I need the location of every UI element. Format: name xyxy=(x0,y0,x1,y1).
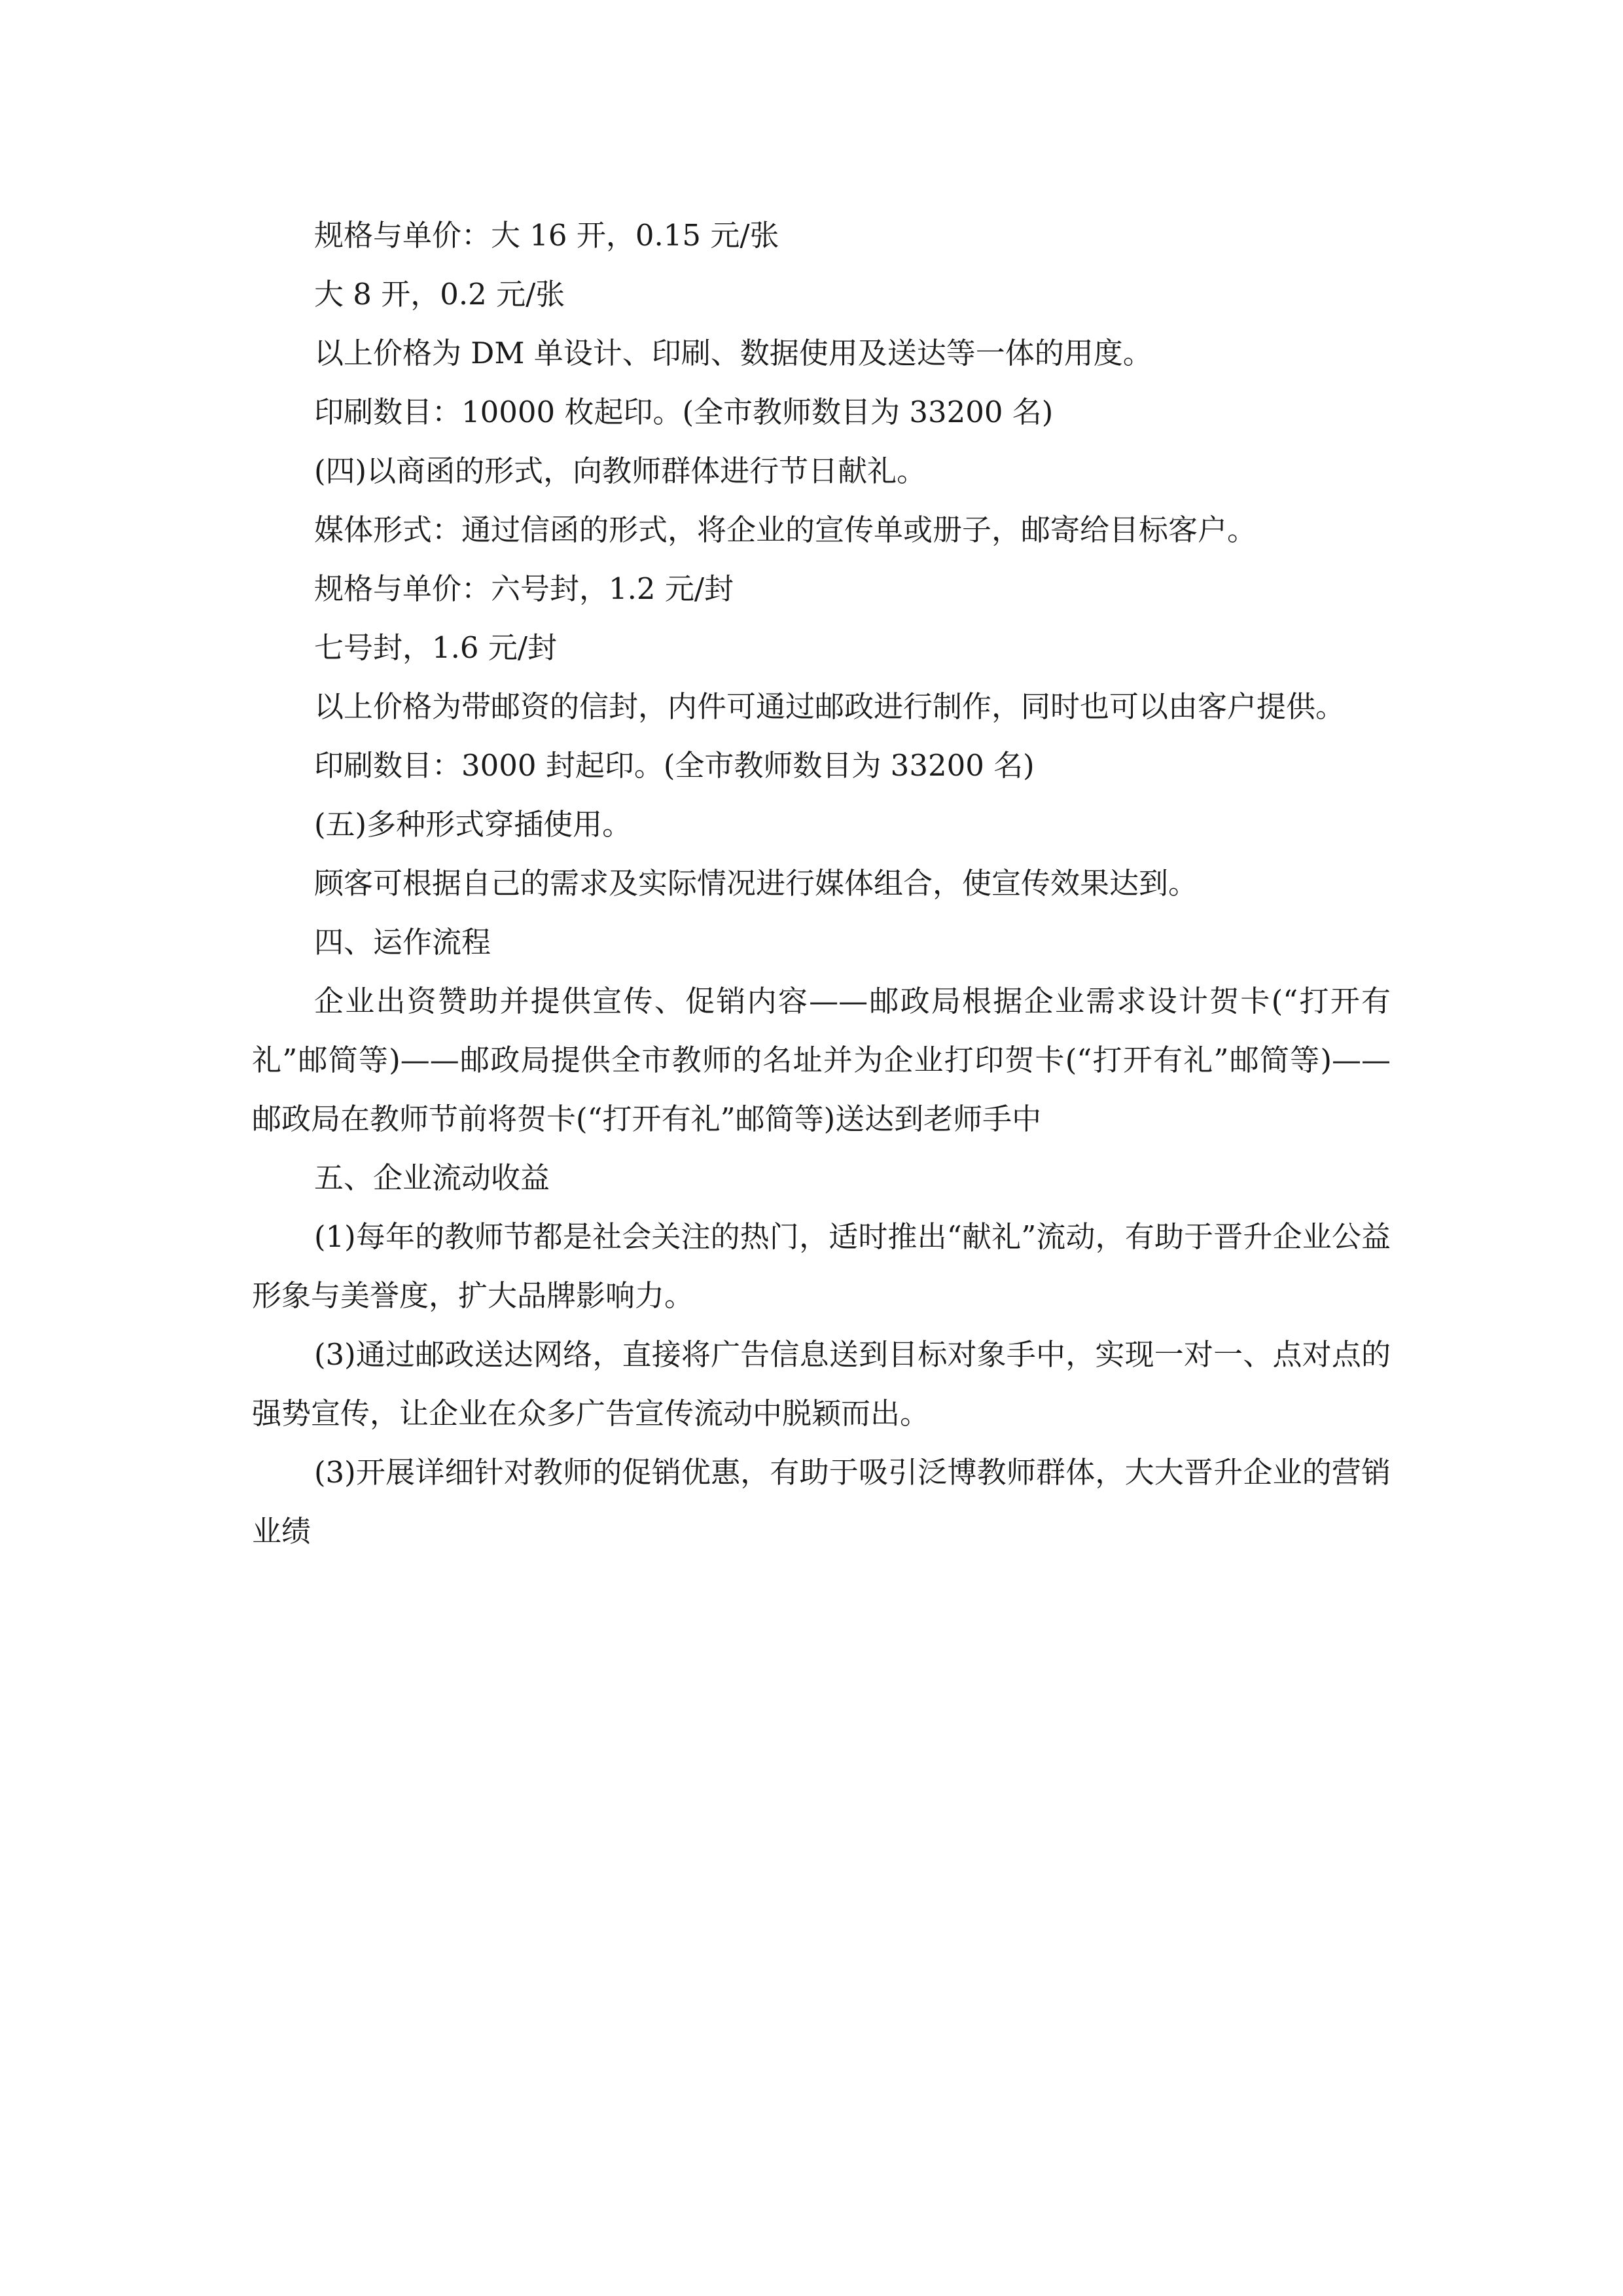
paragraph: 媒体形式：通过信函的形式，将企业的宣传单或册子，邮寄给目标客户。 xyxy=(314,512,1257,547)
paragraph: 规格与单价：六号封，1.2 元/封 xyxy=(314,571,734,606)
section-subheading: (四)以商函的形式，向教师群体进行节日献礼。 xyxy=(314,454,927,488)
section-subheading: (五)多种形式穿插使用。 xyxy=(314,807,632,842)
paragraph: 企业出资赞助并提供宣传、促销内容——邮政局根据企业需求设计贺卡(“打开有礼”邮简等)——邮政局提供全市教师的名址并为企业打印贺卡(“打开有礼”邮简等)——邮政局在教师节前将贺卡(“打开有礼”邮简等)送达到老师手中 xyxy=(252,984,1391,1136)
paragraph: (3)通过邮政送达网络，直接将广告信息送到目标对象手中，实现一对一、点对点的强势宣传，让企业在众多广告宣传流动中脱颖而出。 xyxy=(252,1337,1391,1431)
paragraph: 印刷数目：3000 封起印。(全市教师数目为 33200 名) xyxy=(314,748,1035,783)
document-body xyxy=(252,206,1391,1561)
paragraph: 大 8 开，0.2 元/张 xyxy=(314,277,565,312)
paragraph: 顾客可根据自己的需求及实际情况进行媒体组合，使宣传效果达到。 xyxy=(314,866,1198,901)
paragraph: 七号封，1.6 元/封 xyxy=(314,630,558,665)
paragraph: 以上价格为带邮资的信封，内件可通过邮政进行制作，同时也可以由客户提供。 xyxy=(314,689,1346,724)
paragraph: 印刷数目：10000 枚起印。(全市教师数目为 33200 名) xyxy=(314,395,1054,429)
paragraph: (3)开展详细针对教师的促销优惠，有助于吸引泛博教师群体，大大晋升企业的营销业绩 xyxy=(252,1455,1391,1549)
paragraph: 规格与单价：大 16 开，0.15 元/张 xyxy=(314,218,779,253)
section-heading: 五、企业流动收益 xyxy=(314,1160,550,1195)
paragraph: 以上价格为 DM 单设计、印刷、数据使用及送达等一体的用度。 xyxy=(314,336,1152,370)
paragraph: (1)每年的教师节都是社会关注的热门，适时推出“献礼”流动，有助于晋升企业公益形象与美誉度，扩大品牌影响力。 xyxy=(252,1219,1391,1313)
section-heading: 四、运作流程 xyxy=(314,925,491,960)
